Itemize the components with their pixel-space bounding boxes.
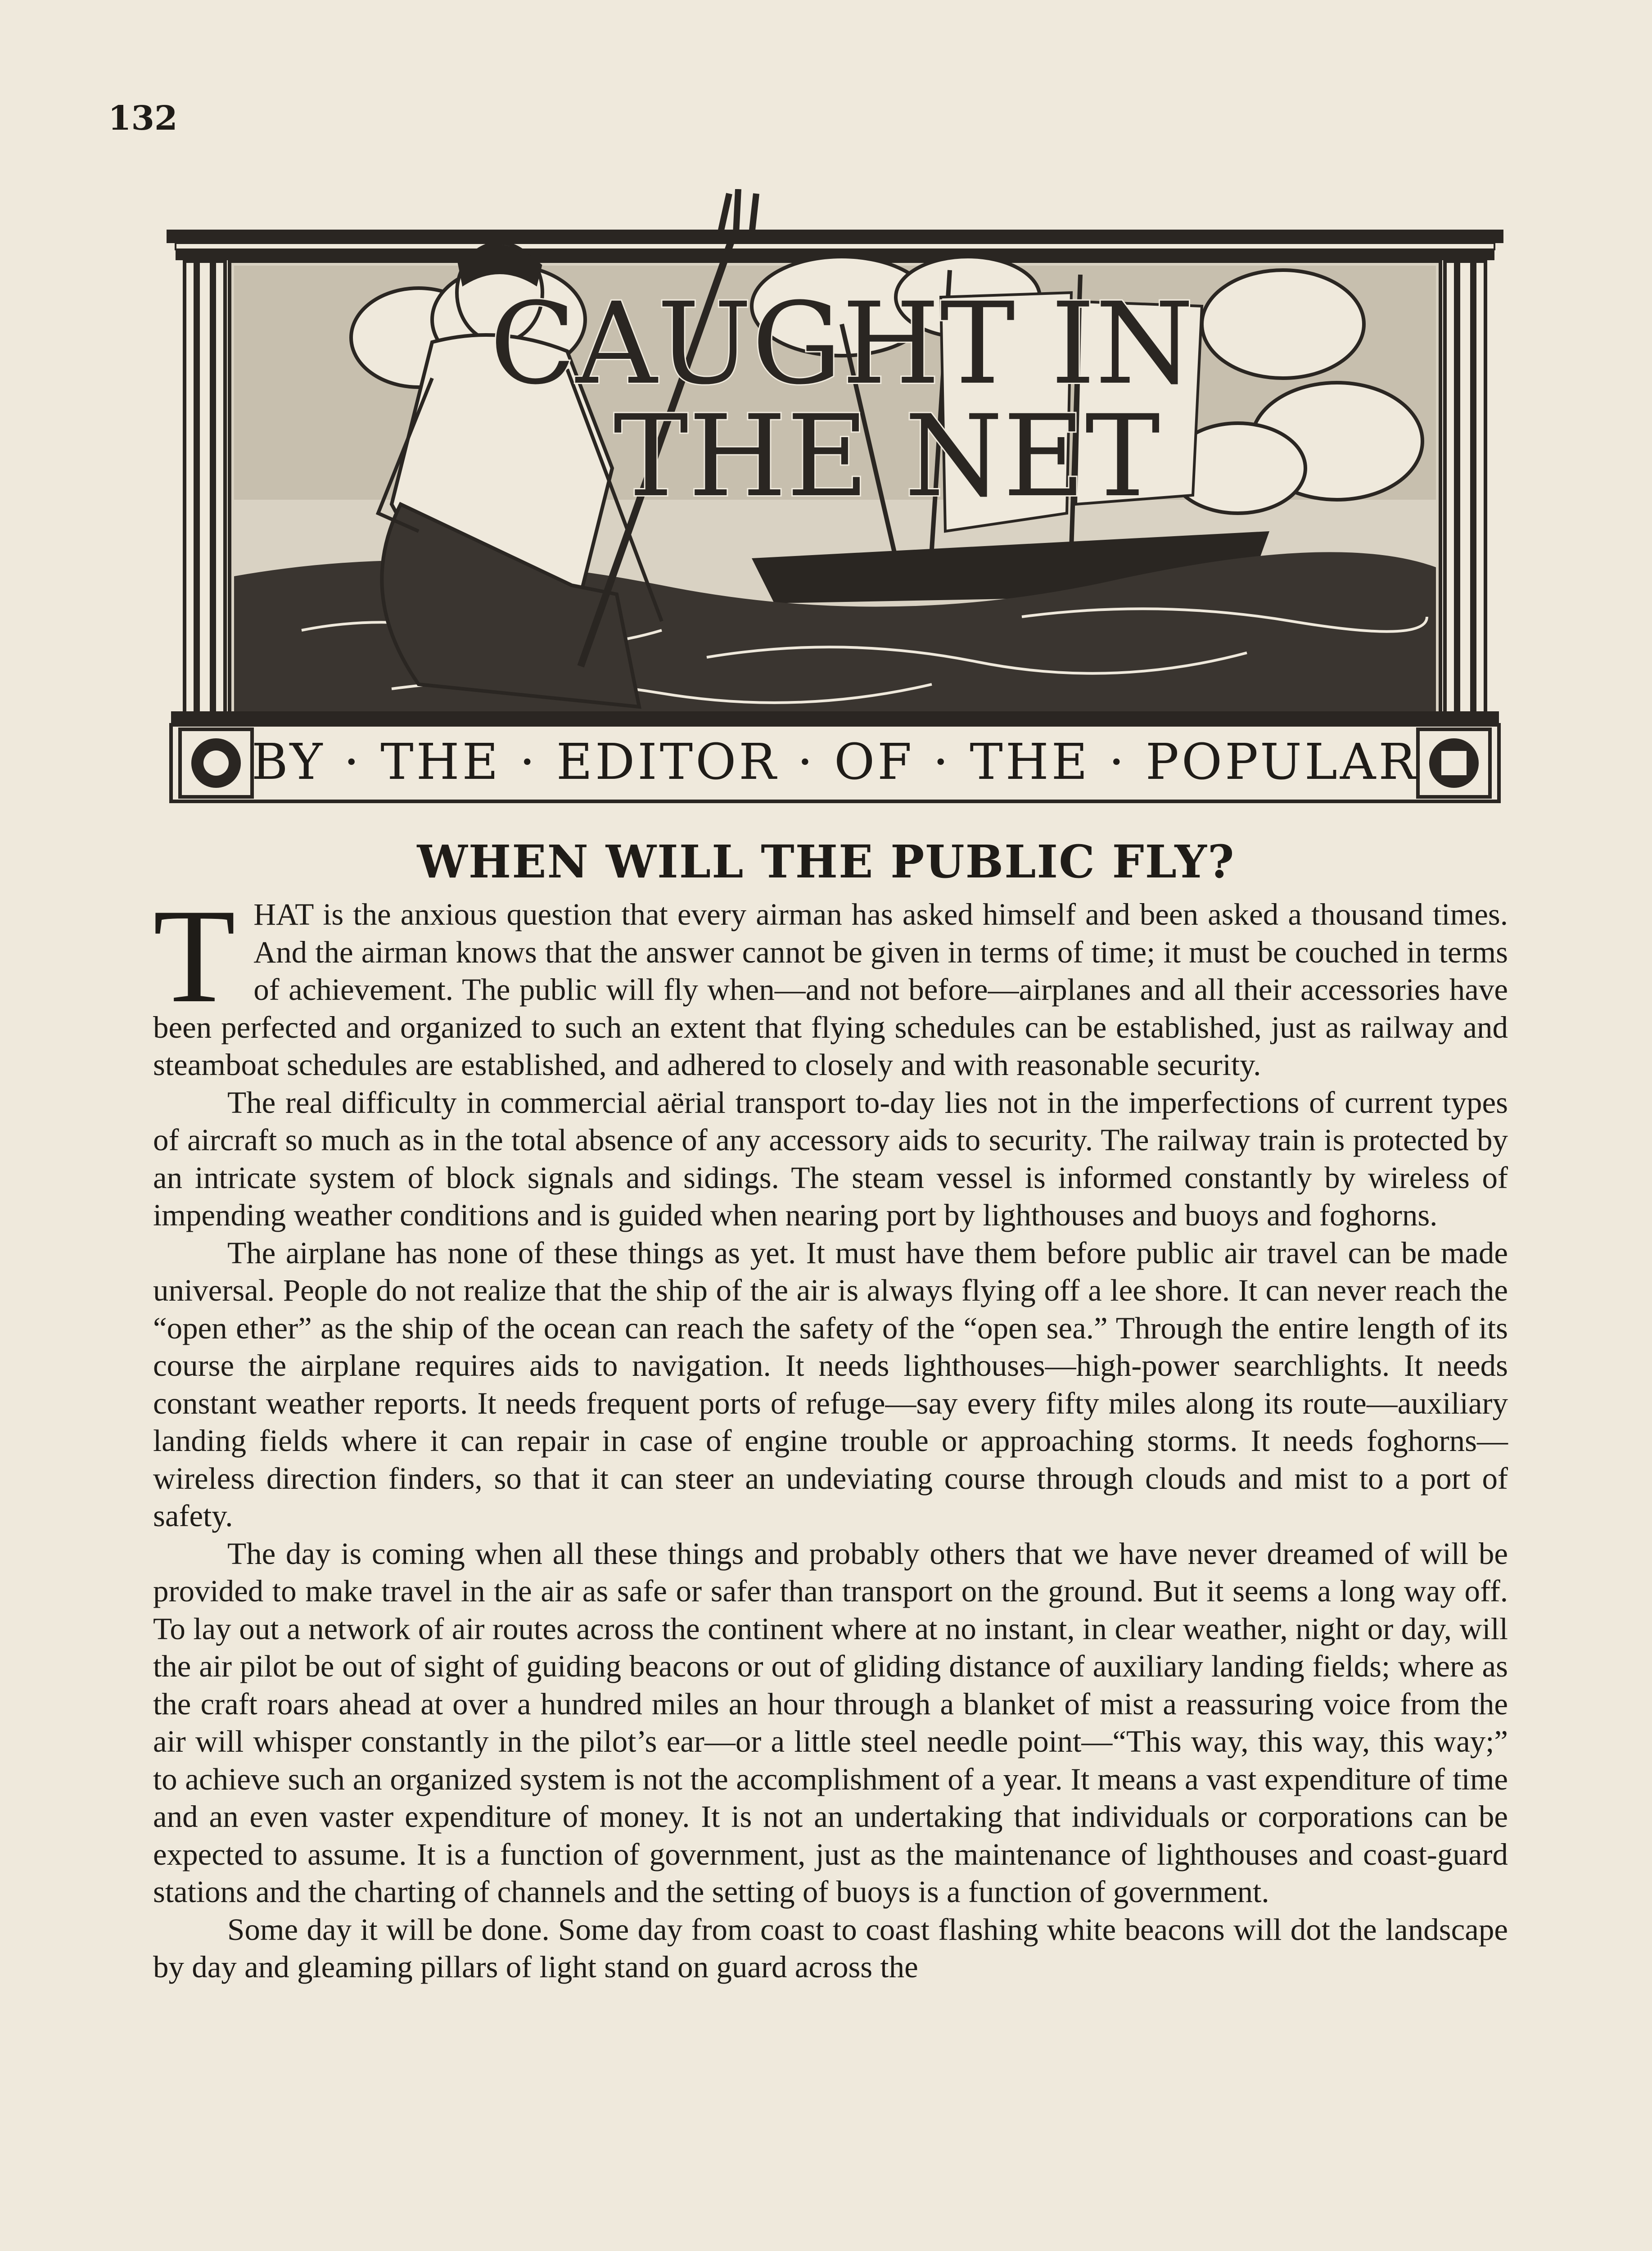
article-body [153,881,1508,1986]
drop-cap: T [153,881,236,1031]
page-number: 132 [108,99,178,138]
banner-illustration [167,189,1503,810]
article-heading: WHEN WILL THE PUBLIC FLY? [417,835,1235,888]
paragraph-3: The airplane has none of these things as yet. It must have them before public air travel can be made universal. People do not realize that the ship of the air is always flying off a lee shore. It can never reach the “open ether” as the ship of the ocean can reach the safety of the “open sea.” Through the entire length of its course the airplane requires aids to navigation. It needs lighthouses—high-power searchlights. It needs constant weather reports. It needs frequent ports of refuge—say every fifty miles along its route—auxiliary landing fields where it can repair in case of engine trouble or approaching storms. It needs foghorns—wireless direction finders, so that it can steer an undeviating course through clouds and mist to a port of safety. [153,1235,1508,1533]
banner-title-line2: THE NET [613,391,1160,522]
paragraph-4: The day is coming when all these things and probably others that we have never dreamed of will be provided to make travel in the air as safe or safer than transport on the ground. But it seems a long way off. To lay out a network of air routes across the continent where at no instant, in clear weather, night or day, will the air pilot be out of sight of guiding beacons or out of gliding distance of auxiliary landing fields; where as the craft roars ahead at over a hundred miles an hour through a blanket of mist a reassuring voice from the air will whisper constantly in the pilot’s ear—or a little steel needle point—“This way, this way, this way;” to achieve such an organized system is not the accomplishment of a year. It means a vast expenditure of time and an even vaster expenditure of money. It is not an undertaking that individuals or corporations can be expected to assume. It is a function of government, just as the maintenance of lighthouses and coast-guard stations and the charting of channels and the setting of buoys is a function of government. [153,1536,1508,1909]
paragraph-2: The real difficulty in commercial aërial transport to-day lies not in the imperfections of current types of aircraft so much as in the total absence of any accessory aids to security. The railway train is protected by an intricate system of block signals and sidings. The steam vessel is informed constantly by wireless of impending weather conditions and is guided when nearing port by lighthouses and buoys and foghorns. [153,1085,1508,1232]
byline-right-medallion-icon [1418,729,1490,797]
byline-left-medallion-icon [180,729,252,797]
paragraph-1-text: HAT is the anxious question that every airman has asked himself and been asked a thousand times. And the airman knows that the answer cannot be given in terms of time; it must be couched in terms of achievement. The public will fly when—and not before—airplanes and all their accessories have been perfected and organized to such an extent that flying schedules can be established, just as railway and steamboat schedules are established, and adhered to closely and with reasonable security. [153,897,1508,1082]
header-banner [167,189,1503,810]
banner-byline: BY · THE · EDITOR · OF · THE · POPULAR [251,733,1419,791]
paragraph-5: Some day it will be done. Some day from coast to coast flashing white beacons will dot the landscape by day and gleaming pillars of light stand on guard across the [153,1912,1508,1984]
paragraph-1 [153,881,1508,1084]
banner-title-line1: CAUGHT IN [490,278,1194,409]
